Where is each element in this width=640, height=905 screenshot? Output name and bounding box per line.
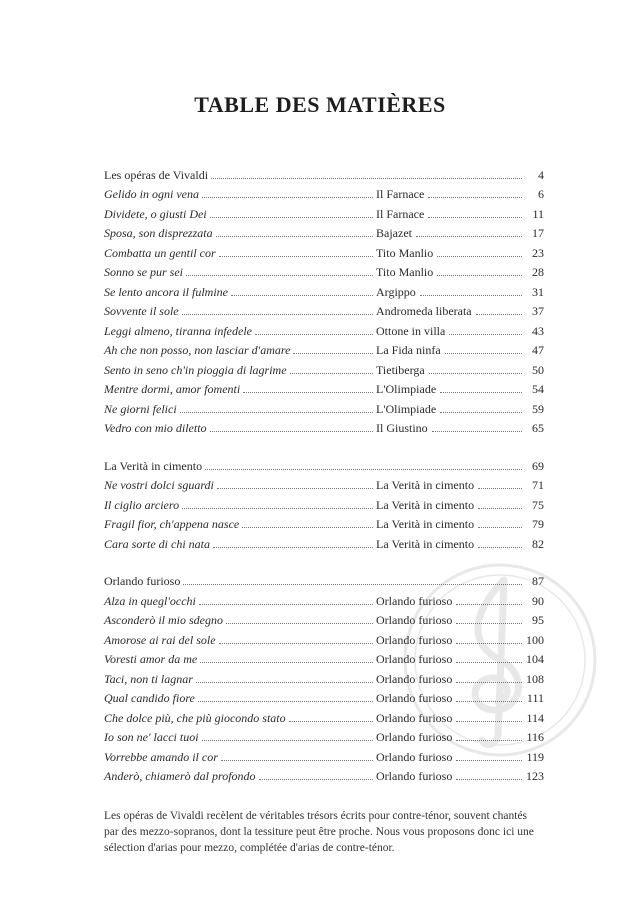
aria-title: Gelido in ogni vena bbox=[104, 187, 199, 201]
dot-leader bbox=[478, 547, 522, 548]
dot-leader bbox=[255, 334, 373, 335]
page-number: 114 bbox=[526, 710, 544, 725]
aria-title: Asconderò il mio sdegno bbox=[104, 613, 223, 627]
opera-name: Tito Manlio bbox=[376, 245, 434, 260]
toc-entry bbox=[104, 492, 544, 512]
dot-leader bbox=[226, 623, 373, 624]
opera-column bbox=[376, 422, 526, 435]
dot-leader bbox=[182, 508, 373, 509]
page-number: 54 bbox=[532, 382, 544, 396]
aria-title: Cara sorte di chi nata bbox=[104, 536, 211, 551]
opera-column bbox=[376, 538, 526, 551]
dot-leader bbox=[478, 527, 522, 528]
aria-title: Sento in seno ch'in pioggia di lagrime bbox=[104, 362, 287, 377]
opera-name: Orlando furioso bbox=[376, 593, 453, 608]
dot-leader bbox=[290, 373, 373, 374]
intro-paragraph: Les opéras de Vivaldi recèlent de véritables trésors écrits pour contre-ténor, souvent chantés par des mezzo-sopranos, dont la tessiture peut être proche. Nous vous proposons donc ici une sélection d'arias pour mezzo, complétée d'arias de contre-ténor. bbox=[104, 810, 534, 854]
dot-leader bbox=[420, 295, 522, 296]
opera-name: Il Farnace bbox=[376, 206, 425, 221]
toc-entry bbox=[104, 201, 544, 221]
dot-leader bbox=[445, 353, 522, 354]
toc-entry bbox=[104, 299, 544, 319]
opera-column bbox=[376, 403, 526, 416]
page-number: 104 bbox=[526, 652, 544, 666]
page-number: 43 bbox=[532, 323, 544, 338]
aria-title: Sovvente il sole bbox=[104, 304, 179, 318]
dot-leader bbox=[456, 701, 522, 702]
toc-entry bbox=[104, 357, 544, 377]
opera-name: L'Olimpiade bbox=[376, 382, 437, 396]
page-number: 71 bbox=[532, 478, 544, 492]
toc-entry bbox=[104, 240, 544, 260]
opera-column bbox=[376, 479, 526, 492]
page-title: TABLE DES MATIÈRES bbox=[194, 92, 446, 117]
toc-entry bbox=[104, 686, 544, 706]
page-number: 50 bbox=[532, 362, 544, 377]
dot-leader bbox=[456, 662, 522, 663]
dot-leader bbox=[449, 334, 522, 335]
page-number: 11 bbox=[532, 206, 544, 221]
dot-leader bbox=[186, 275, 373, 276]
page-number: 87 bbox=[532, 574, 544, 588]
aria-title: Fragil fior, ch'appena nasce bbox=[104, 517, 240, 531]
toc-entry bbox=[104, 705, 544, 725]
page-number: 23 bbox=[532, 245, 544, 260]
page-number: 90 bbox=[532, 593, 544, 608]
toc-entry bbox=[104, 182, 544, 202]
dot-leader bbox=[231, 295, 373, 296]
page-number: 79 bbox=[532, 517, 544, 531]
opera-column bbox=[376, 673, 526, 686]
opera-column bbox=[376, 634, 526, 647]
page-number: 75 bbox=[532, 497, 544, 512]
aria-title: Sposa, son disprezzata bbox=[104, 226, 213, 240]
dot-leader bbox=[428, 217, 522, 218]
page-number: 65 bbox=[532, 421, 544, 435]
aria-title: Il ciglio arciero bbox=[104, 497, 180, 512]
opera-name: Argippo bbox=[376, 284, 416, 299]
opera-name: Ottone in villa bbox=[376, 323, 446, 338]
dot-leader bbox=[456, 740, 522, 741]
aria-title: Taci, non ti lagnar bbox=[104, 671, 193, 686]
dot-leader bbox=[242, 527, 373, 528]
page-number: 100 bbox=[526, 632, 544, 647]
opera-name: La Verità in cimento bbox=[376, 536, 475, 551]
page-number: 6 bbox=[538, 187, 544, 201]
opera-column bbox=[376, 364, 526, 377]
aria-title: Che dolce più, che più giocondo stato bbox=[104, 710, 286, 725]
aria-title: Combatta un gentil cor bbox=[104, 245, 216, 260]
opera-column bbox=[376, 770, 526, 783]
aria-title: Ne giorni felici bbox=[104, 401, 177, 416]
toc-entry bbox=[104, 764, 544, 784]
dot-leader bbox=[416, 236, 522, 237]
opera-column bbox=[376, 518, 526, 531]
toc-entry bbox=[104, 221, 544, 241]
dot-leader bbox=[210, 217, 373, 218]
aria-title: Vorrebbe amando il cor bbox=[104, 749, 218, 764]
opera-name: Bajazet bbox=[376, 226, 412, 240]
toc-entry bbox=[104, 279, 544, 299]
page-number: 47 bbox=[532, 343, 544, 357]
dot-leader bbox=[243, 392, 373, 393]
dot-leader bbox=[440, 412, 522, 413]
opera-column bbox=[376, 286, 526, 299]
page-number: 82 bbox=[532, 536, 544, 551]
opera-name: La Verità in cimento bbox=[376, 517, 475, 531]
page-number: 69 bbox=[532, 458, 544, 473]
dot-leader bbox=[456, 682, 522, 683]
dot-leader bbox=[183, 584, 522, 585]
page-number: 4 bbox=[538, 167, 544, 182]
aria-title: Sonno se pur sei bbox=[104, 265, 183, 279]
toc-entry bbox=[104, 338, 544, 358]
opera-column bbox=[376, 227, 526, 240]
dot-leader bbox=[196, 682, 373, 683]
dot-leader bbox=[456, 779, 522, 780]
toc-entry bbox=[104, 666, 544, 686]
dot-leader bbox=[293, 353, 373, 354]
toc-entry bbox=[104, 744, 544, 764]
dot-leader bbox=[432, 431, 522, 432]
opera-column bbox=[376, 614, 526, 627]
dot-leader bbox=[210, 431, 373, 432]
opera-column bbox=[376, 305, 526, 318]
dot-leader bbox=[437, 256, 522, 257]
aria-title: Leggi almeno, tiranna infedele bbox=[104, 323, 252, 338]
dot-leader bbox=[478, 508, 522, 509]
aria-title: Se lento ancora il fulmine bbox=[104, 284, 228, 299]
opera-name: Orlando furioso bbox=[376, 769, 453, 783]
toc-section bbox=[104, 569, 544, 784]
opera-column bbox=[376, 344, 526, 357]
toc-section-heading bbox=[104, 453, 544, 473]
opera-name: Orlando furioso bbox=[376, 710, 453, 725]
dot-leader bbox=[198, 701, 373, 702]
toc-section bbox=[104, 453, 544, 551]
dot-leader bbox=[180, 412, 373, 413]
dot-leader bbox=[478, 488, 522, 489]
section-title: Les opéras de Vivaldi bbox=[104, 167, 209, 182]
table-of-contents bbox=[104, 162, 544, 801]
dot-leader bbox=[456, 643, 522, 644]
toc-entry bbox=[104, 725, 544, 745]
dot-leader bbox=[456, 623, 522, 624]
opera-name: La Verità in cimento bbox=[376, 478, 475, 492]
dot-leader bbox=[456, 760, 522, 761]
toc-entry bbox=[104, 627, 544, 647]
toc-entry bbox=[104, 647, 544, 667]
page-number: 116 bbox=[526, 730, 544, 744]
section-title: La Verità in cimento bbox=[104, 458, 203, 473]
dot-leader bbox=[205, 469, 522, 470]
opera-name: Tietiberga bbox=[376, 362, 425, 377]
dot-leader bbox=[213, 547, 373, 548]
aria-title: Ah che non posso, non lasciar d'amare bbox=[104, 343, 291, 357]
dot-leader bbox=[456, 721, 522, 722]
aria-title: Qual candido fiore bbox=[104, 691, 195, 705]
dot-leader bbox=[456, 604, 522, 605]
aria-title: Io son ne' lacci tuoi bbox=[104, 730, 199, 744]
dot-leader bbox=[476, 314, 522, 315]
opera-column bbox=[376, 595, 526, 608]
opera-name: Tito Manlio bbox=[376, 265, 434, 279]
toc-entry bbox=[104, 260, 544, 280]
opera-column bbox=[376, 188, 526, 201]
dot-leader bbox=[217, 488, 373, 489]
dot-leader bbox=[202, 197, 373, 198]
opera-name: La Verità in cimento bbox=[376, 497, 475, 512]
dot-leader bbox=[216, 236, 373, 237]
opera-column bbox=[376, 383, 526, 396]
page-number: 111 bbox=[526, 691, 544, 705]
toc-section bbox=[104, 162, 544, 435]
toc-entry bbox=[104, 377, 544, 397]
opera-column bbox=[376, 208, 526, 221]
dot-leader bbox=[259, 779, 373, 780]
aria-title: Amorose ai rai del sole bbox=[104, 632, 216, 647]
aria-title: Alza in quegl'occhi bbox=[104, 593, 196, 608]
page-number: 59 bbox=[532, 401, 544, 416]
page-number: 119 bbox=[526, 749, 544, 764]
opera-name: Orlando furioso bbox=[376, 691, 453, 705]
toc-entry bbox=[104, 512, 544, 532]
dot-leader bbox=[211, 178, 522, 179]
opera-column bbox=[376, 247, 526, 260]
page-number: 123 bbox=[526, 769, 544, 783]
opera-column bbox=[376, 731, 526, 744]
page-number: 17 bbox=[532, 226, 544, 240]
toc-entry bbox=[104, 531, 544, 551]
opera-column bbox=[376, 751, 526, 764]
dot-leader bbox=[429, 373, 522, 374]
toc-entry bbox=[104, 318, 544, 338]
dot-leader bbox=[440, 392, 522, 393]
opera-name: L'Olimpiade bbox=[376, 401, 437, 416]
aria-title: Ne vostri dolci sguardi bbox=[104, 478, 214, 492]
opera-name: La Fida ninfa bbox=[376, 343, 441, 357]
aria-title: Dividete, o giusti Dei bbox=[104, 206, 207, 221]
dot-leader bbox=[182, 314, 373, 315]
opera-column bbox=[376, 325, 526, 338]
toc-section-heading bbox=[104, 569, 544, 589]
aria-title: Vedro con mio diletto bbox=[104, 421, 207, 435]
opera-name: Orlando furioso bbox=[376, 730, 453, 744]
opera-name: Il Farnace bbox=[376, 187, 425, 201]
opera-name: Orlando furioso bbox=[376, 652, 453, 666]
toc-section-heading bbox=[104, 162, 544, 182]
opera-name: Orlando furioso bbox=[376, 613, 453, 627]
dot-leader bbox=[202, 740, 373, 741]
section-title: Orlando furioso bbox=[104, 574, 181, 588]
dot-leader bbox=[199, 604, 373, 605]
dot-leader bbox=[219, 643, 373, 644]
toc-entry bbox=[104, 588, 544, 608]
opera-name: Andromeda liberata bbox=[376, 304, 472, 318]
dot-leader bbox=[221, 760, 373, 761]
page-number: 108 bbox=[526, 671, 544, 686]
toc-entry bbox=[104, 608, 544, 628]
page-number: 28 bbox=[532, 265, 544, 279]
opera-name: Il Giustino bbox=[376, 421, 428, 435]
opera-name: Orlando furioso bbox=[376, 632, 453, 647]
toc-entry bbox=[104, 396, 544, 416]
aria-title: Voresti amor da me bbox=[104, 652, 198, 666]
opera-column bbox=[376, 653, 526, 666]
opera-column bbox=[376, 712, 526, 725]
dot-leader bbox=[437, 275, 522, 276]
dot-leader bbox=[219, 256, 373, 257]
dot-leader bbox=[428, 197, 522, 198]
opera-column bbox=[376, 266, 526, 279]
opera-column bbox=[376, 499, 526, 512]
opera-name: Orlando furioso bbox=[376, 671, 453, 686]
toc-entry bbox=[104, 416, 544, 436]
dot-leader bbox=[289, 721, 373, 722]
toc-entry bbox=[104, 473, 544, 493]
aria-title: Anderò, chiamerò dal profondo bbox=[104, 769, 256, 783]
opera-column bbox=[376, 692, 526, 705]
page-number: 31 bbox=[532, 284, 544, 299]
page-number: 95 bbox=[532, 613, 544, 627]
dot-leader bbox=[200, 662, 373, 663]
page-number: 37 bbox=[532, 304, 544, 318]
opera-name: Orlando furioso bbox=[376, 749, 453, 764]
aria-title: Mentre dormi, amor fomenti bbox=[104, 382, 241, 396]
